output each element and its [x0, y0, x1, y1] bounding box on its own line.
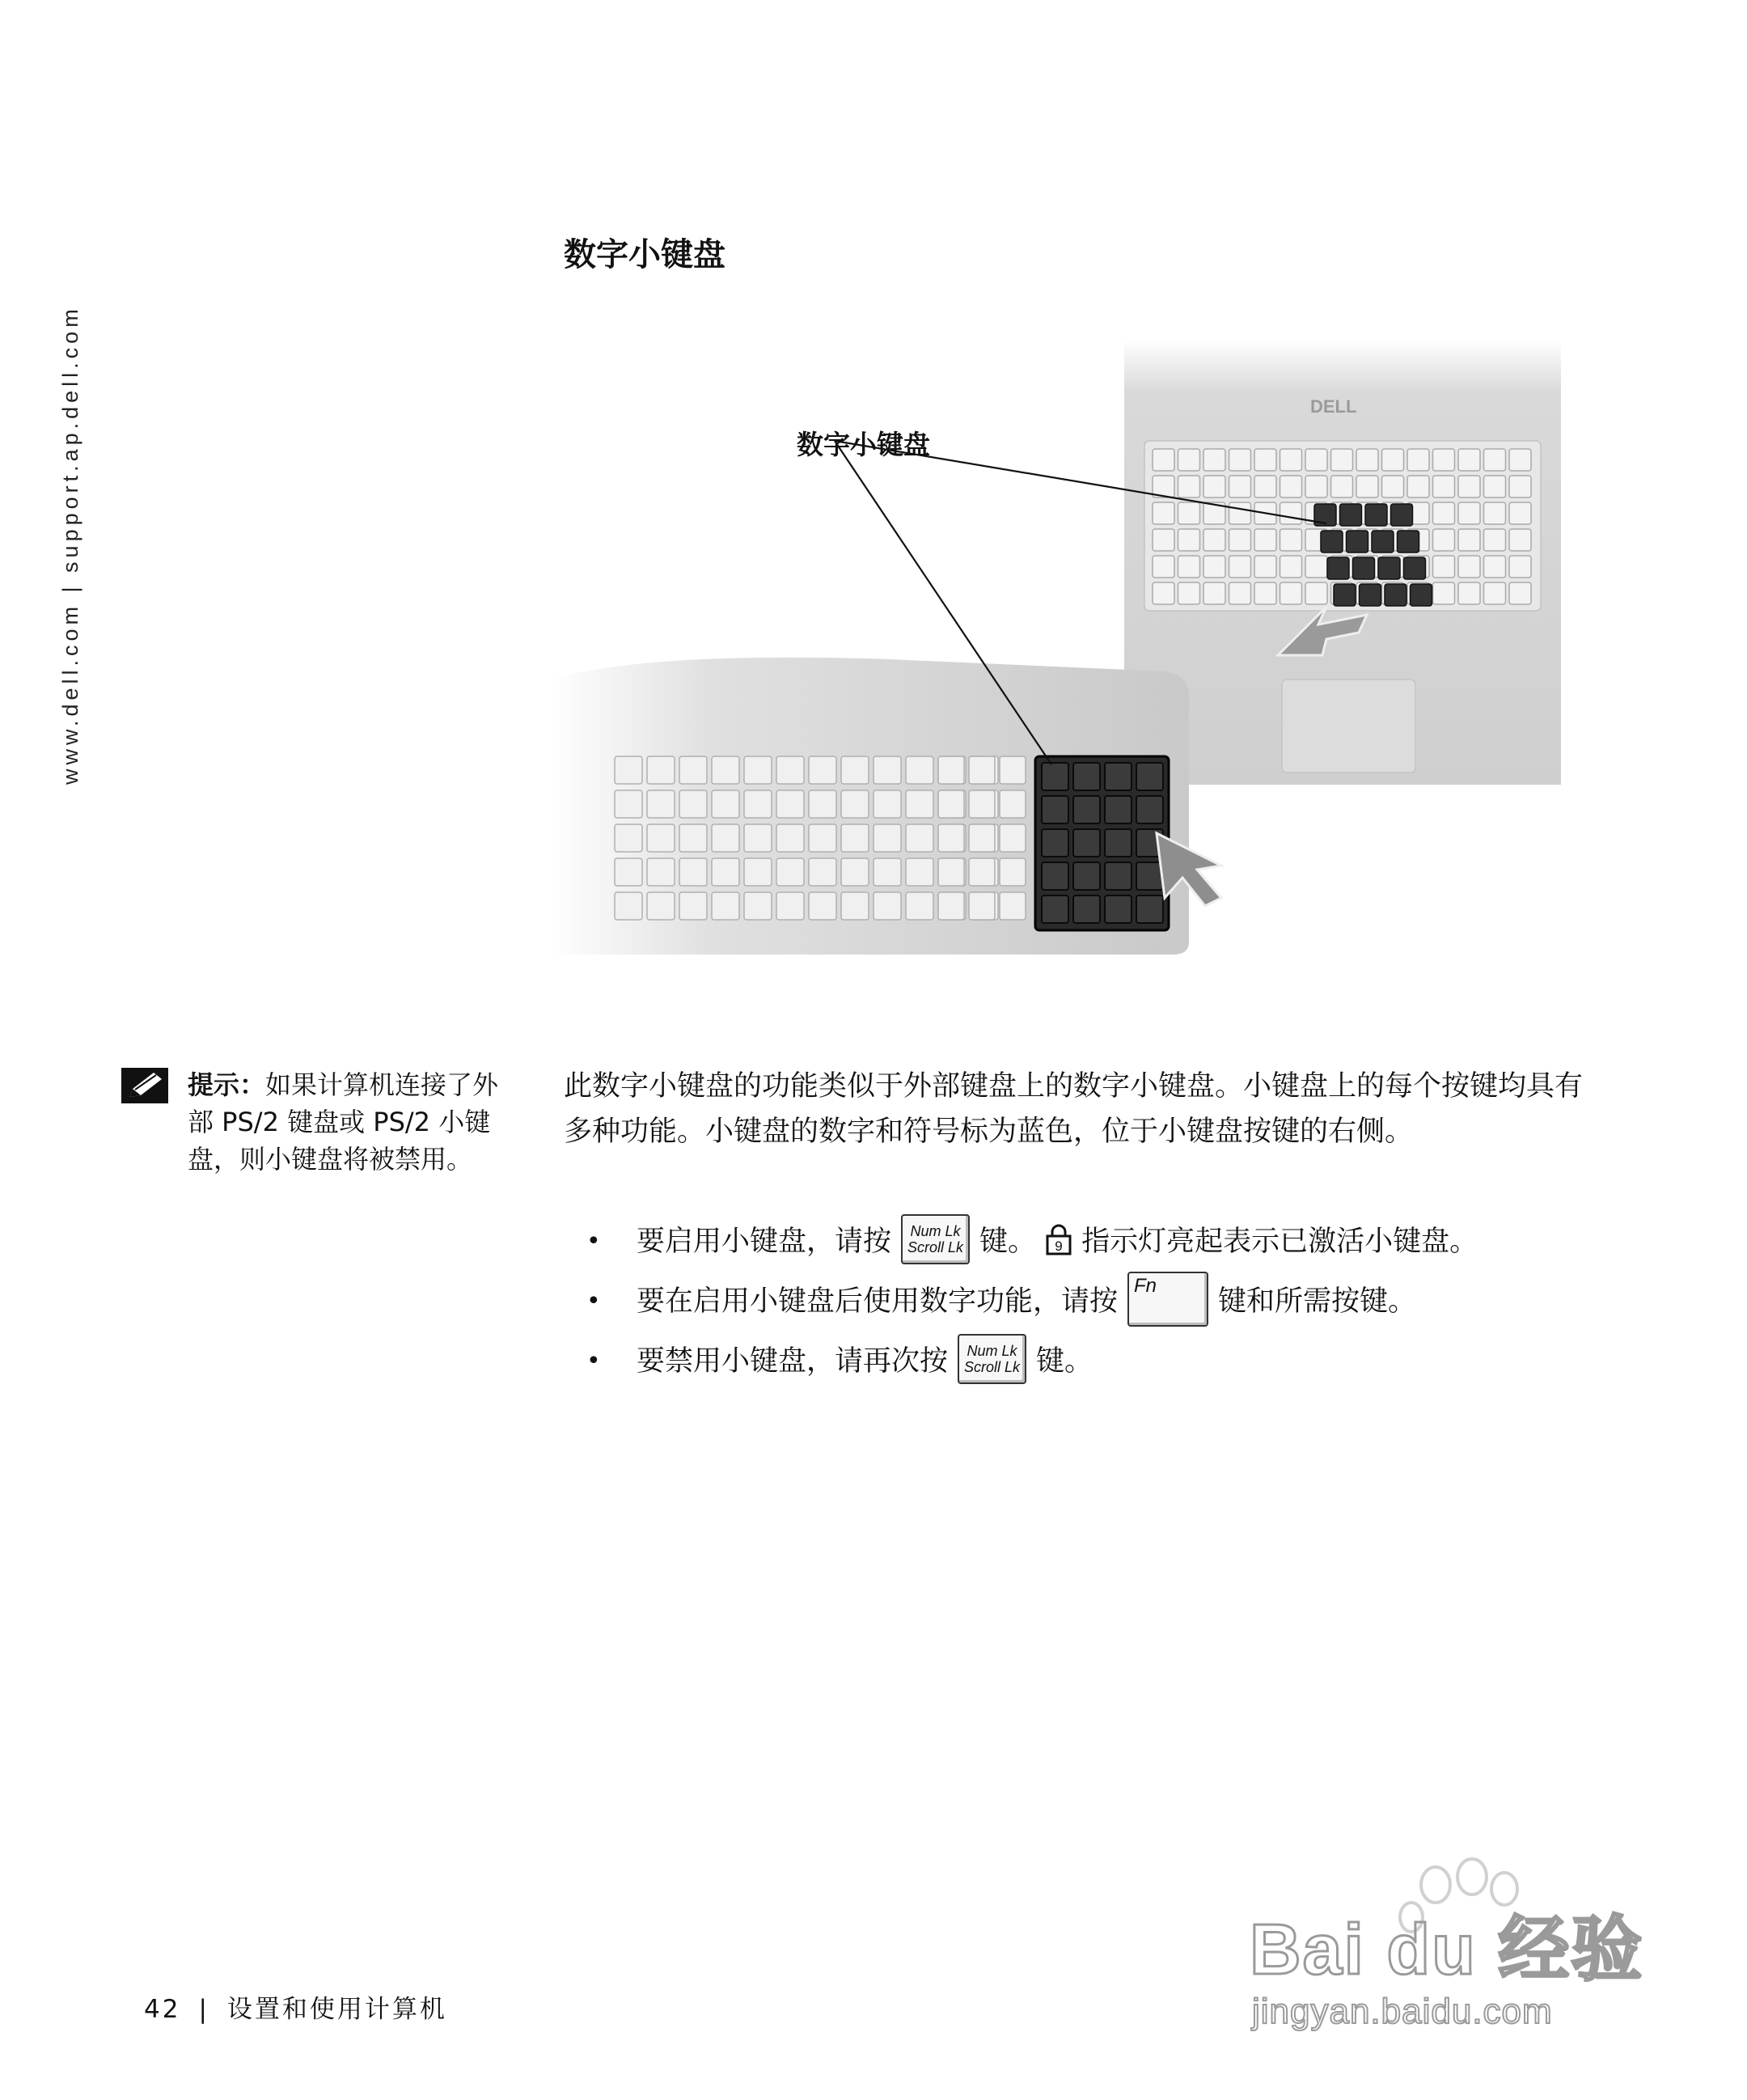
svg-text:9: 9 [1055, 1238, 1063, 1254]
page-title: 数字小键盘 [564, 236, 725, 273]
bullet-dot: • [586, 1347, 601, 1375]
footer-section: 设置和使用计算机 [226, 1995, 447, 2024]
page-number: 42 [144, 1995, 181, 2024]
list-item: • 要在启用小键盘后使用数字功能，请按 Fn 键和所需按键。 [564, 1269, 1615, 1329]
numlock-key-icon: Num Lk Scroll Lk [901, 1214, 970, 1264]
fn-key-icon: Fn [1127, 1272, 1208, 1327]
page-footer [144, 1988, 447, 2025]
figure-callout-label: 数字小键盘 [797, 429, 930, 460]
laptop-image [1124, 340, 1561, 785]
bullet-dot: • [586, 1227, 601, 1255]
keyboard-figure [550, 332, 1569, 963]
note-block [188, 1066, 503, 1178]
list-item: • 要禁用小键盘，请再次按 Num Lk Scroll Lk 键。 [564, 1329, 1615, 1389]
numlock-key-icon: Num Lk Scroll Lk [958, 1334, 1026, 1384]
note-text: 如果计算机连接了外部 PS/2 键盘或 PS/2 小键盘，则小键盘将被禁用。 [188, 1069, 499, 1175]
bullet-list [564, 1209, 1615, 1389]
svg-text:DELL: DELL [1310, 396, 1357, 417]
external-keyboard-image [550, 658, 1221, 955]
pencil-note-icon [121, 1068, 168, 1103]
body-paragraph: 此数字小键盘的功能类似于外部键盘上的数字小键盘。小键盘上的每个按键均具有多种功能。小键盘的数字和符号标为蓝色，位于小键盘按键的右侧。 [564, 1070, 1584, 1148]
watermark-url: jingyan.baidu.com [1252, 1992, 1553, 2031]
note-label: 提示： [188, 1069, 266, 1100]
list-item: • 要启用小键盘，请按 Num Lk Scroll Lk 键。 9 指示灯亮起表示已激活小键盘。 [564, 1209, 1615, 1269]
numlock-indicator-icon [1044, 1223, 1073, 1255]
bullet-dot: • [586, 1287, 601, 1315]
footer-separator: | [198, 1995, 209, 2024]
side-url: www.dell.com | support.ap.dell.com [58, 305, 82, 785]
watermark-brand: Bai du 经验 [1250, 1909, 1644, 1989]
